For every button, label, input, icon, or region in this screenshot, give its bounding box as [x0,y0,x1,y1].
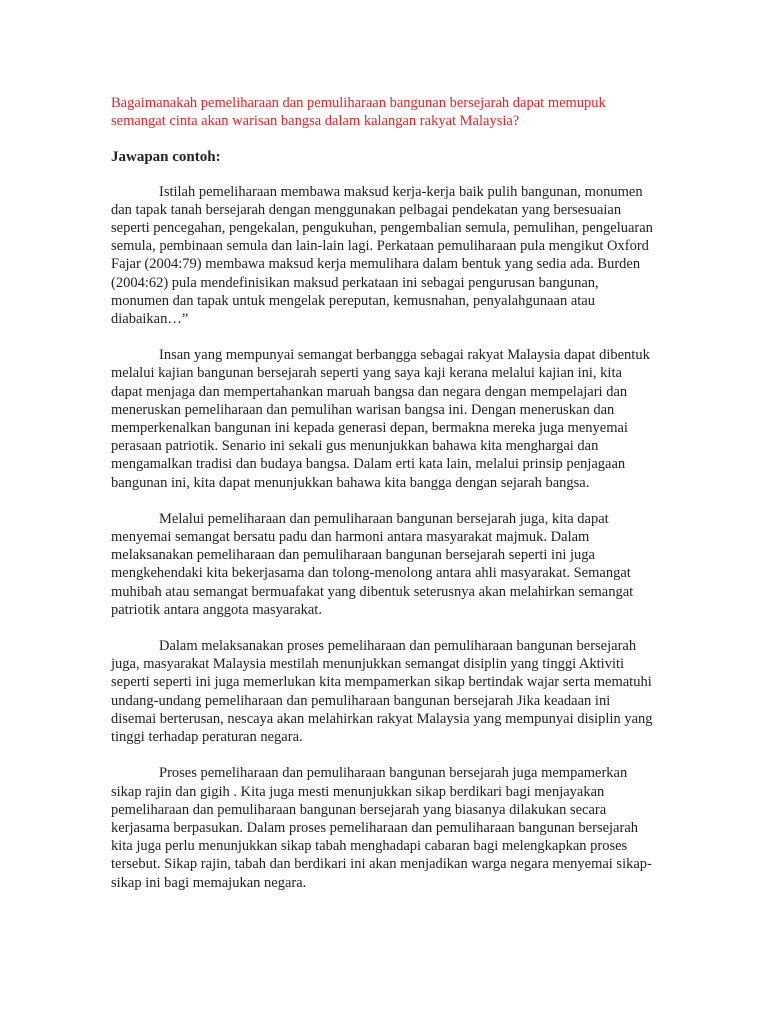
paragraph-1: Istilah pemeliharaan membawa maksud kerja-kerja baik pulih bangunan, monumen dan tapak tanah bersejarah dengan menggunakan pelbagai pendekatan yang bersesuaian seperti pencegahan, pengekalan, pengukuhan, pengembalian semula, pemulihan, pengeluaran semula, pembinaan semula dan lain-lain lagi. Perkataan pemuliharaan pula mengikut Oxford Fajar (2004:79) membawa maksud kerja memulihara dalam bentuk yang sedia ada. Burden (2004:62) pula mendefinisikan maksud perkataan ini sebagai pengurusan bangunan, monumen dan tapak untuk mengelak pereputan, kemusnahan, penyalahgunaan atau diabaikan…” [111,183,653,328]
paragraph-2: Insan yang mempunyai semangat berbangga sebagai rakyat Malaysia dapat dibentuk melalui kajian bangunan bersejarah seperti yang saya kaji kerana melalui kajian ini, kita dapat menjaga dan mempertahankan maruah bangsa dan negara dengan mempelajari dan meneruskan pemeliharaan dan pemulihan warisan bangsa ini. Dengan meneruskan dan memperkenalkan bangunan ini kepada generasi depan, bermakna mereka juga menyemai perasaan patriotik. Senario ini sekali gus menunjukkan bahawa kita menghargai dan mengamalkan tradisi dan budaya bangsa. Dalam erti kata lain, melalui prinsip penjagaan bangunan ini, kita dapat menunjukkan bahawa kita bangga dengan sejarah bangsa. [111,347,650,491]
question-text: Bagaimanakah pemeliharaan dan pemuliharaan bangunan bersejarah dapat memupuk semangat cinta akan warisan bangsa dalam kalangan rakyat Malaysia? [111,95,606,130]
paragraph-3: Melalui pemeliharaan dan pemuliharaan bangunan bersejarah juga, kita dapat menyemai semangat bersatu padu dan harmoni antara masyarakat majmuk. Dalam melaksanakan pemeliharaan dan pemuliharaan bangunan bersejarah seperti ini juga mengkehendaki kita bekerjasama dan tolong-menolong antara ahli masyarakat. Semangat muhibah atau semangat bermuafakat yang dibentuk seterusnya akan melahirkan semangat patriotik antara anggota masyarakat. [111,510,634,618]
answer-heading: Jawapan contoh: [111,149,221,166]
document-page [111,94,656,892]
paragraph-4: Dalam melaksanakan proses pemeliharaan dan pemuliharaan bangunan bersejarah juga, masyarakat Malaysia mestilah menunjukkan semangat disiplin yang tinggi Aktiviti seperti seperti ini juga memerlukan kita mempamerkan sikap bertindak wajar serta mematuhi undang-undang pemeliharaan dan pemuliharaan bangunan bersejarah Jika keadaan ini disemai berterusan, nescaya akan melahirkan rakyat Malaysia yang mempunyai disiplin yang tinggi terhadap peraturan negara. [111,638,653,746]
paragraph-5: Proses pemeliharaan dan pemuliharaan bangunan bersejarah juga mempamerkan sikap rajin dan gigih . Kita juga mesti menunjukkan sikap berdikari bagi menjayakan pemeliharaan dan pemuliharaan bangunan bersejarah yang biasanya dilakukan secara kerjasama berpasukan. Dalam proses pemeliharaan dan pemuliharaan bangunan bersejarah kita juga perlu menunjukkan sikap tabah menghadapi cabaran bagi melengkapkan proses tersebut. Sikap rajin, tabah dan berdikari ini akan menjadikan warga negara menyemai sikap-sikap ini bagi memajukan negara. [111,765,652,891]
